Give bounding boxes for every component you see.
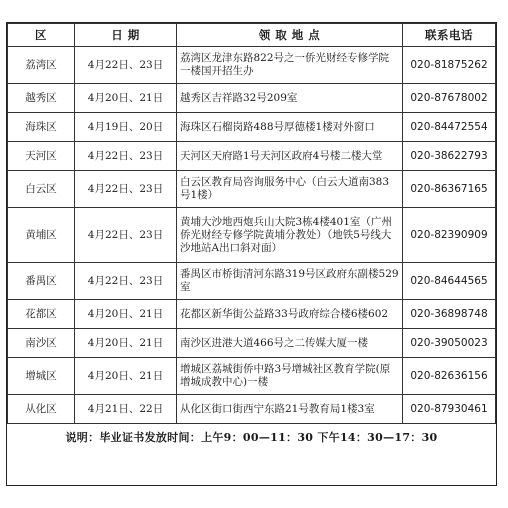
header-date: 日 期 <box>75 24 177 47</box>
cell-phone: 020-84644565 <box>403 263 496 300</box>
table-row <box>8 395 496 424</box>
cell-date: 4月20日、21日 <box>75 358 177 395</box>
cell-district: 荔湾区 <box>8 47 75 84</box>
distribution-table <box>7 23 496 424</box>
table-row <box>8 113 496 142</box>
cell-date: 4月20日、21日 <box>75 300 177 329</box>
table-row <box>8 171 496 208</box>
cell-phone: 020-87930461 <box>403 395 496 424</box>
cell-district: 南沙区 <box>8 329 75 358</box>
cell-date: 4月21日、22日 <box>75 395 177 424</box>
table-row <box>8 47 496 84</box>
cell-district: 天河区 <box>8 142 75 171</box>
cell-phone: 020-39050023 <box>403 329 496 358</box>
cell-district: 黄埔区 <box>8 208 75 263</box>
cell-address: 黄埔大沙地西炮兵山大院3栋4楼401室（广州侨光财经专修学院黄埔分教处）（地铁5号线大沙地站A出口斜对面） <box>177 208 403 263</box>
cell-address: 荔湾区龙津东路822号之一侨光财经专修学院一楼国开招生办 <box>177 47 403 84</box>
table-row <box>8 329 496 358</box>
cell-date: 4月22日、23日 <box>75 47 177 84</box>
cell-date: 4月22日、23日 <box>75 171 177 208</box>
cell-address: 天河区天府路1号天河区政府4号楼二楼大堂 <box>177 142 403 171</box>
cell-address: 海珠区石榴岗路488号厚德楼1楼对外窗口 <box>177 113 403 142</box>
table-row <box>8 84 496 113</box>
cell-date: 4月22日、23日 <box>75 263 177 300</box>
cell-address: 越秀区吉祥路32号209室 <box>177 84 403 113</box>
cell-address: 白云区教育局咨询服务中心（白云大道南383号1楼） <box>177 171 403 208</box>
footnote-issuance-hours: 说明：毕业证书发放时间：上午9：00—11：30 下午14：30—17：30 <box>65 431 438 444</box>
cell-date: 4月22日、23日 <box>75 142 177 171</box>
table-row <box>8 142 496 171</box>
cell-address: 南沙区进港大道466号之二传媒大厦一楼 <box>177 329 403 358</box>
cell-date: 4月22日、23日 <box>75 208 177 263</box>
table-row <box>8 358 496 395</box>
header-address: 领 取 地 点 <box>177 24 403 47</box>
cell-district: 海珠区 <box>8 113 75 142</box>
cell-phone: 020-82636156 <box>403 358 496 395</box>
schedule-frame <box>6 22 497 486</box>
cell-phone: 020-87678002 <box>403 84 496 113</box>
cell-phone: 020-82390909 <box>403 208 496 263</box>
cell-address: 花都区新华街公益路33号政府综合楼6楼602 <box>177 300 403 329</box>
cell-district: 白云区 <box>8 171 75 208</box>
cell-district: 花都区 <box>8 300 75 329</box>
cell-phone: 020-36898748 <box>403 300 496 329</box>
cell-district: 增城区 <box>8 358 75 395</box>
cell-date: 4月20日、21日 <box>75 329 177 358</box>
cell-district: 番禺区 <box>8 263 75 300</box>
cell-phone: 020-86367165 <box>403 171 496 208</box>
cell-district: 从化区 <box>8 395 75 424</box>
cell-date: 4月19日、20日 <box>75 113 177 142</box>
cell-address: 从化区街口街西宁东路21号教育局1楼3室 <box>177 395 403 424</box>
cell-district: 越秀区 <box>8 84 75 113</box>
header-district: 区 <box>8 24 75 47</box>
table-header-row <box>8 24 496 47</box>
cell-address: 番禺区市桥街清河东路319号区政府东副楼529室 <box>177 263 403 300</box>
table-row <box>8 208 496 263</box>
table-row <box>8 263 496 300</box>
table-row <box>8 300 496 329</box>
cell-phone: 020-38622793 <box>403 142 496 171</box>
cell-address: 增城区荔城街侨中路3号增城社区教育学院(原增城成教中心)一楼 <box>177 358 403 395</box>
cell-phone: 020-81875262 <box>403 47 496 84</box>
header-phone: 联系电话 <box>403 24 496 47</box>
cell-phone: 020-84472554 <box>403 113 496 142</box>
cell-date: 4月20日、21日 <box>75 84 177 113</box>
